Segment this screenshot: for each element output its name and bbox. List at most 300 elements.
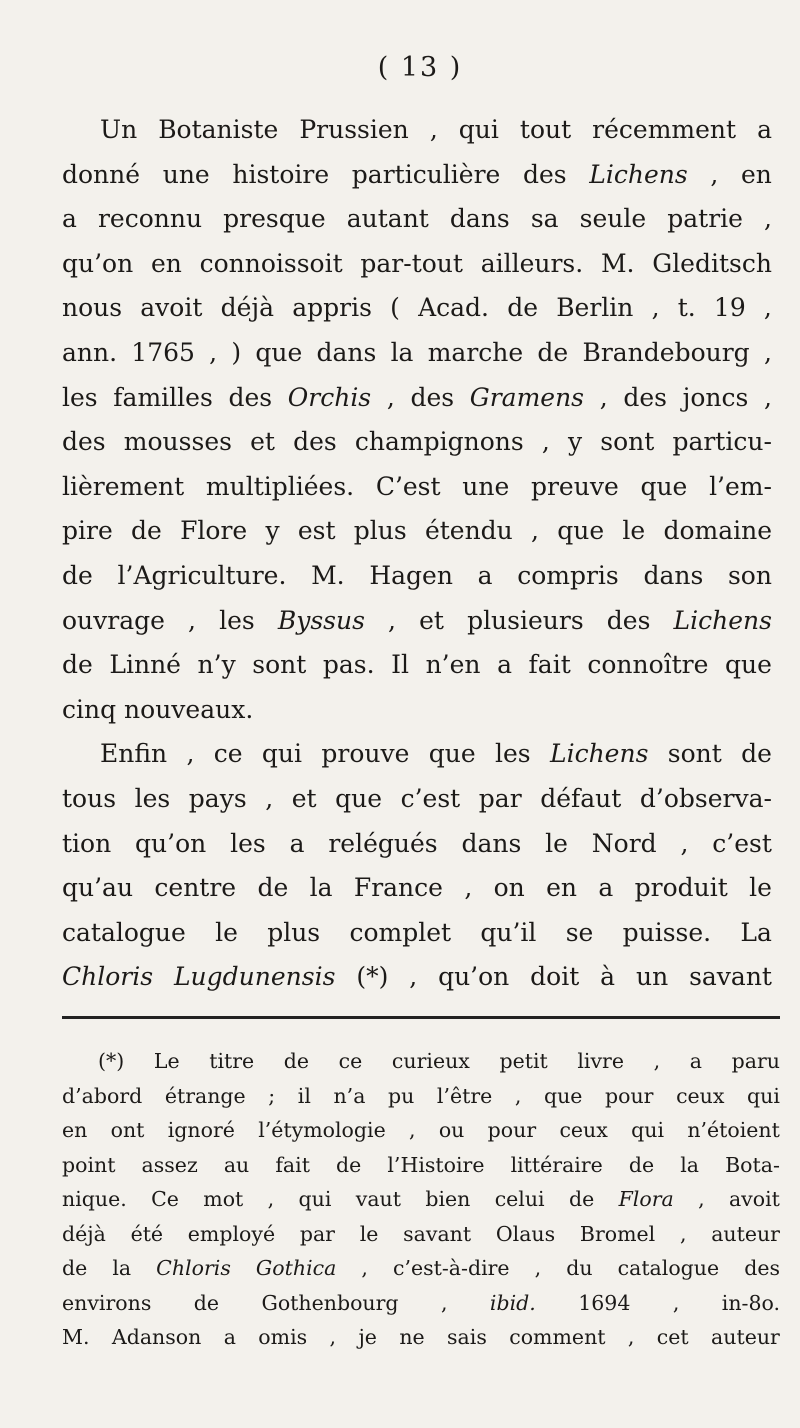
word: été: [130, 1221, 164, 1246]
word: ont: [110, 1118, 145, 1142]
word: littéraire: [510, 1152, 603, 1177]
word: récemment: [592, 115, 737, 144]
word: avoit: [140, 293, 203, 323]
word: plus: [353, 516, 407, 546]
word: savant: [689, 962, 772, 992]
word: catalogue: [62, 917, 186, 947]
word: le: [359, 1221, 379, 1246]
word: est: [297, 516, 336, 546]
text-line: [62, 197, 772, 242]
word: les: [495, 739, 531, 769]
word: employé: [187, 1221, 276, 1246]
word: que: [255, 337, 303, 367]
word: paru: [731, 1049, 780, 1073]
word: seule: [579, 204, 647, 234]
text-line: [62, 465, 772, 510]
footnote-line: [62, 1079, 780, 1114]
word: les: [134, 783, 171, 813]
word: titre: [209, 1049, 255, 1073]
word: auteur: [711, 1325, 780, 1349]
word: je: [358, 1325, 377, 1349]
word: le: [545, 828, 568, 858]
word: lièrement: [62, 471, 185, 501]
word: de: [193, 1290, 220, 1315]
word: des: [623, 382, 667, 412]
word: t.: [677, 293, 696, 323]
text-line: [62, 688, 772, 733]
italic-word: Lichens: [589, 159, 688, 189]
text-line: [62, 911, 772, 956]
word: pire: [62, 516, 113, 546]
word: dans: [461, 828, 522, 858]
word: reconnu: [97, 204, 203, 234]
footnote-line: [62, 1286, 780, 1321]
word: assez: [141, 1152, 198, 1177]
italic-word: Chloris: [62, 962, 154, 992]
word: connoissoit: [199, 248, 343, 278]
word: une: [162, 159, 210, 189]
word: y: [567, 427, 583, 457]
word: pour: [487, 1118, 537, 1142]
text-line: [62, 554, 772, 599]
word: ,: [653, 1049, 661, 1073]
word: des: [62, 427, 106, 457]
word: sont: [667, 739, 722, 769]
word: presque: [223, 204, 326, 234]
word: fait: [275, 1152, 310, 1177]
word: l’em-: [709, 471, 772, 501]
word: l’Agriculture.: [117, 560, 287, 590]
word: bien: [425, 1187, 471, 1211]
word: Nord: [591, 828, 657, 858]
word: au: [223, 1152, 250, 1177]
word: appris: [292, 293, 372, 323]
word: ,: [710, 159, 719, 189]
word: de: [283, 1049, 310, 1073]
word: la: [309, 873, 333, 903]
word: point: [62, 1152, 116, 1177]
word: défaut: [540, 783, 622, 813]
italic-word: Orchis: [287, 382, 372, 412]
word: des: [606, 605, 651, 635]
word: des: [293, 427, 337, 457]
word: tout: [519, 115, 572, 144]
page-number: ( 13 ): [377, 52, 463, 83]
word: de: [257, 873, 289, 903]
word: dans: [643, 560, 704, 590]
word: de: [62, 650, 93, 680]
word: mot: [203, 1187, 244, 1211]
word: preuve: [530, 471, 619, 501]
word: mousses: [123, 427, 232, 457]
word: doit: [530, 962, 580, 992]
word: de: [62, 1256, 88, 1280]
word: les: [62, 382, 98, 412]
word: a: [62, 204, 77, 234]
word: ,: [763, 293, 772, 323]
word: savant: [403, 1221, 472, 1246]
word: qui: [747, 1083, 780, 1108]
word: du: [566, 1256, 593, 1280]
word: relégués: [328, 828, 438, 858]
word: son: [727, 560, 772, 590]
word: nous: [62, 293, 123, 323]
word: les: [219, 605, 255, 635]
text-line: [62, 599, 772, 644]
word: nique.: [62, 1187, 127, 1211]
footnote-line: [62, 1113, 780, 1148]
word: des: [744, 1256, 780, 1280]
word: ,: [440, 1290, 448, 1315]
word: la: [390, 337, 414, 367]
word: particu-: [672, 427, 772, 457]
word: Gleditsch: [652, 248, 772, 278]
italic-word: Gothica: [255, 1256, 337, 1280]
italic-word: Lichens: [673, 605, 772, 635]
word: qui: [298, 1187, 332, 1211]
word: y: [265, 516, 280, 546]
word: ailleurs.: [480, 248, 584, 278]
footnote: [62, 1044, 780, 1355]
word: en: [741, 159, 772, 189]
word: joncs: [682, 382, 749, 412]
italic-word: ibid.: [489, 1290, 536, 1315]
word: et: [250, 427, 275, 457]
word: (: [390, 293, 400, 323]
word: de: [568, 1187, 595, 1211]
word: ,: [627, 1325, 635, 1349]
word: déjà: [220, 293, 275, 323]
word: petit: [499, 1049, 548, 1073]
word: et: [419, 605, 444, 635]
word: a: [497, 650, 512, 680]
word: auteur: [711, 1221, 780, 1246]
word: ,: [514, 1083, 522, 1108]
word: M.: [311, 560, 345, 590]
word: histoire: [232, 159, 330, 189]
word: Prussien: [299, 115, 409, 144]
word: sa: [530, 204, 559, 234]
word: ,: [186, 739, 195, 769]
italic-word: Flora: [618, 1187, 674, 1211]
footnote-line: [62, 1217, 780, 1252]
footnote-line: [62, 1182, 780, 1217]
word: centre: [154, 873, 237, 903]
word: se: [565, 917, 594, 947]
word: celui: [494, 1187, 545, 1211]
word: on: [493, 873, 525, 903]
word: complet: [349, 917, 452, 947]
word: a: [477, 560, 493, 590]
word: de: [741, 739, 772, 769]
word: de: [628, 1152, 655, 1177]
word: ,: [361, 1256, 368, 1280]
word: donné: [62, 159, 141, 189]
word: dans: [449, 204, 510, 234]
word: que: [557, 516, 605, 546]
word: de: [537, 337, 569, 367]
word: C’est: [375, 471, 441, 501]
word: compris: [517, 560, 619, 590]
word: qu’au: [62, 873, 134, 903]
word: par-tout: [360, 248, 463, 278]
footnote-line: [62, 1320, 780, 1355]
word: ,: [680, 828, 689, 858]
word: de: [336, 1152, 362, 1177]
word: ,: [531, 516, 539, 546]
word: ceux: [559, 1118, 608, 1142]
word: de: [62, 560, 93, 590]
word: domaine: [663, 516, 772, 546]
word: que: [543, 1083, 583, 1108]
word: de: [507, 293, 538, 323]
word: de: [131, 516, 162, 546]
word: Un: [100, 115, 138, 144]
word: ,: [188, 605, 196, 635]
word: par: [478, 783, 522, 813]
text-line: [62, 822, 772, 867]
word: Hagen: [369, 560, 453, 590]
italic-word: Byssus: [277, 605, 365, 635]
word: ,: [672, 1290, 680, 1315]
word: n’étoient: [687, 1118, 780, 1142]
word: a: [689, 1049, 702, 1073]
word: marche: [427, 337, 524, 367]
word: c’est-à-dire: [392, 1256, 510, 1280]
text-span: cinq nouveaux.: [62, 694, 254, 724]
word: 1694: [578, 1290, 631, 1315]
word: puisse.: [622, 917, 712, 947]
word: l’être: [436, 1083, 493, 1108]
word: ,: [386, 382, 395, 412]
word: étendu: [424, 516, 513, 546]
word: ,: [763, 337, 772, 367]
footnote-line: [62, 1044, 780, 1079]
word: M.: [62, 1325, 90, 1349]
word: des: [523, 159, 567, 189]
word: ouvrage: [62, 605, 165, 635]
word: le: [622, 516, 646, 546]
word: des: [228, 382, 273, 412]
word: plusieurs: [467, 605, 584, 635]
text-line: [62, 955, 772, 1000]
word: Linné: [109, 650, 181, 680]
word: une: [462, 471, 510, 501]
text-line: [62, 732, 772, 777]
word: ,: [764, 382, 772, 412]
word: ,: [651, 293, 660, 323]
word: des: [410, 382, 455, 412]
italic-word: Lugdunensis: [173, 962, 336, 992]
word: l’étymologie: [258, 1118, 386, 1142]
word: patrie: [667, 204, 743, 234]
footnote-line: [62, 1251, 780, 1286]
word: ,: [534, 1256, 542, 1280]
word: ,: [329, 1325, 337, 1349]
word: pas.: [322, 650, 375, 680]
word: familles: [113, 382, 213, 412]
word: sont: [600, 427, 655, 457]
word: ce: [213, 739, 243, 769]
word: La: [740, 917, 772, 947]
word: tous: [62, 783, 117, 813]
word: ,: [209, 337, 218, 367]
text-line: [62, 286, 772, 331]
word: qui: [458, 115, 499, 144]
word: qui: [261, 739, 303, 769]
word: la: [112, 1256, 132, 1280]
word: c’est: [400, 783, 461, 813]
word: ,: [698, 1187, 705, 1211]
word: Adanson: [111, 1325, 202, 1349]
footnote-divider: [62, 1016, 780, 1019]
word: ,: [464, 873, 473, 903]
word: curieux: [391, 1049, 470, 1073]
word: champignons: [354, 427, 524, 457]
word: l’Histoire: [387, 1152, 485, 1177]
word: vaut: [355, 1187, 401, 1211]
word: Bromel: [579, 1221, 656, 1246]
word: a: [223, 1325, 236, 1349]
word: c’est: [712, 828, 772, 858]
word: ,: [764, 204, 772, 234]
word: qu’on: [438, 962, 510, 992]
word: France: [353, 873, 443, 903]
word: Enfin: [100, 739, 168, 769]
word: ,: [429, 115, 438, 144]
word: en: [546, 873, 578, 903]
main-text: [62, 108, 772, 1000]
word: dans: [316, 337, 377, 367]
text-line: [62, 777, 772, 822]
footnote-line: [62, 1148, 780, 1183]
italic-word: Gramens: [469, 382, 585, 412]
word: ce: [338, 1049, 363, 1073]
word: Gothenbourg: [261, 1290, 399, 1315]
word: ,: [265, 783, 274, 813]
word: pour: [605, 1083, 654, 1108]
text-line: [62, 153, 772, 198]
word: Botaniste: [158, 115, 279, 144]
word: autant: [346, 204, 429, 234]
word: multipliées.: [205, 471, 355, 501]
word: n’en: [425, 650, 481, 680]
word: il: [297, 1083, 311, 1108]
word: in-8o.: [721, 1290, 780, 1315]
word: ,: [409, 1118, 416, 1142]
word: Bota-: [725, 1152, 780, 1177]
word: 19: [713, 293, 746, 323]
word: a: [598, 873, 614, 903]
word: Brandebourg: [582, 337, 750, 367]
text-line: [62, 509, 772, 554]
text-line: [62, 376, 772, 421]
text-line: [62, 643, 772, 688]
word: la: [680, 1152, 699, 1177]
word: livre: [577, 1049, 624, 1073]
word: ceux: [676, 1083, 725, 1108]
word: qu’on: [62, 248, 134, 278]
word: prouve: [321, 739, 410, 769]
word: d’abord: [62, 1083, 143, 1108]
word: environs: [62, 1290, 152, 1315]
word: catalogue: [617, 1256, 720, 1280]
word: ,: [679, 1221, 687, 1246]
word: ;: [268, 1083, 276, 1108]
word: qu’il: [480, 917, 537, 947]
word: Acad.: [418, 293, 489, 323]
text-line: [62, 420, 772, 465]
word: qui: [631, 1118, 665, 1142]
word: ,: [541, 427, 550, 457]
word: un: [635, 962, 669, 992]
word: ne: [399, 1325, 425, 1349]
word: ,: [388, 605, 396, 635]
word: que: [640, 471, 688, 501]
word: le: [749, 873, 772, 903]
word: Berlin: [556, 293, 634, 323]
word: a: [289, 828, 305, 858]
word: et: [291, 783, 317, 813]
word: a: [757, 115, 772, 144]
word: ou: [438, 1118, 465, 1142]
word: plus: [267, 917, 321, 947]
word: déjà: [62, 1221, 106, 1246]
word: sais: [447, 1325, 487, 1349]
italic-word: Chloris: [156, 1256, 231, 1280]
word: qu’on: [135, 828, 207, 858]
italic-word: Lichens: [549, 739, 649, 769]
word: le: [215, 917, 238, 947]
word: particulière: [351, 159, 501, 189]
word: ): [231, 337, 242, 367]
word: en: [62, 1118, 88, 1142]
word: Olaus: [495, 1221, 556, 1246]
word: Flore: [180, 516, 248, 546]
text-line: [62, 866, 772, 911]
word: d’observa-: [639, 783, 772, 813]
word: 1765: [131, 337, 195, 367]
word: étrange: [164, 1083, 246, 1108]
word: ann.: [62, 337, 118, 367]
word: omis: [258, 1325, 308, 1349]
text-line: [62, 242, 772, 287]
word: (*): [98, 1049, 125, 1073]
word: les: [230, 828, 266, 858]
word: que: [335, 783, 383, 813]
word: ,: [409, 962, 418, 992]
word: ignoré: [167, 1118, 235, 1142]
word: Le: [153, 1049, 180, 1073]
word: que: [724, 650, 772, 680]
word: tion: [62, 828, 112, 858]
word: par: [299, 1221, 335, 1246]
word: à: [600, 962, 616, 992]
word: Il: [391, 650, 409, 680]
word: M.: [600, 248, 635, 278]
word: connoître: [587, 650, 709, 680]
word: n’a: [333, 1083, 366, 1108]
word: comment: [509, 1325, 606, 1349]
word: avoit: [728, 1187, 780, 1211]
word: sont: [252, 650, 307, 680]
word: cet: [656, 1325, 689, 1349]
word: pays: [188, 783, 247, 813]
word: ,: [599, 382, 608, 412]
word: produit: [634, 873, 728, 903]
text-line: [62, 331, 772, 376]
word: fait: [528, 650, 571, 680]
